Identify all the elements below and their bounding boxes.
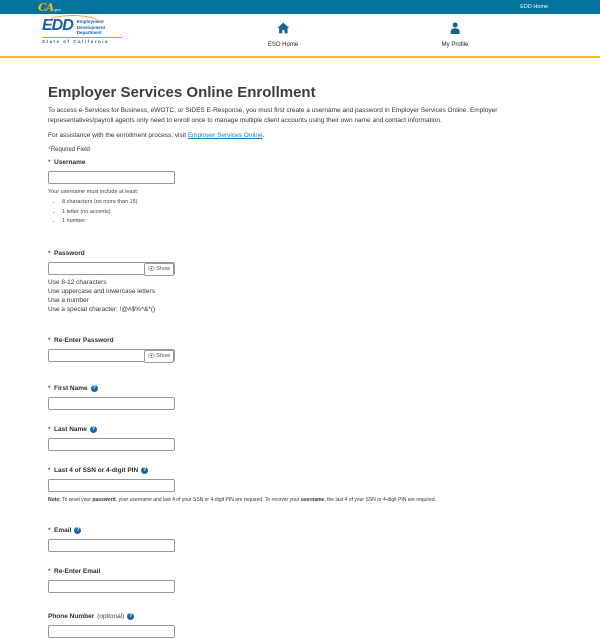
page-title: Employer Services Online Enrollment [48,84,316,101]
help-icon[interactable]: ? [92,385,96,391]
edd-logo[interactable] [42,18,122,44]
email-field-group [48,527,552,552]
reenter-email-input[interactable] [48,580,175,593]
required-asterisk: * [48,147,51,153]
nav-my-profile-label: My Profile [441,42,469,48]
eye-icon [148,353,155,360]
ca-gov-logo-ca: CA [38,0,54,14]
ssn-pin-note-bold: Note: [48,496,61,503]
ssn-pin-label-text: Last 4 of SSN or 4-digit PIN [54,466,139,474]
password-show-label: Show [156,266,170,272]
edd-home-link[interactable]: EDD Home [520,4,548,10]
password-rule: Use a special character: !@#$%^&*() [48,305,156,313]
ssn-pin-input[interactable] [48,479,175,492]
home-icon [277,21,290,39]
password-rule: Use uppercase and lowercase letters [48,287,155,295]
assistance-prefix: For assistance with the enrollment process, visit [48,132,188,139]
required-asterisk: * [48,336,51,344]
reenter-password-show-label: Show [156,353,170,359]
required-asterisk: * [48,159,51,166]
required-asterisk: * [48,384,51,392]
password-label-text: Password [54,249,85,257]
email-label [48,527,552,535]
required-asterisk: * [48,249,51,257]
username-hint-item: • 1 letter (no accents) [62,208,552,218]
reenter-password-show-button[interactable] [144,350,174,363]
password-rule: Use 8-12 characters [48,278,107,286]
email-input[interactable] [48,539,175,552]
username-hint-item: • 8 characters (no more than 15) [62,198,552,208]
ca-gov-logo[interactable] [38,2,61,13]
phone-input[interactable] [48,625,175,638]
edd-logo-acronym: EDD [42,17,73,34]
password-label [48,250,552,258]
ca-gov-logo-gov: gov [54,6,61,12]
edd-logo-state: State of California [42,37,122,44]
last-name-field-group [48,426,552,451]
password-field-group [48,250,552,314]
top-utility-bar [0,0,600,14]
help-icon[interactable]: ? [143,467,147,473]
help-icon[interactable]: ? [129,613,133,619]
help-icon[interactable]: ? [91,426,96,432]
assistance-suffix: . [262,132,265,139]
employer-services-online-link[interactable]: Employer Services Online [187,132,263,139]
nav-eso-home-label: ESO Home [267,42,299,48]
last-name-label-text: Last Name [54,425,87,433]
main-navbar [0,14,600,56]
reenter-password-field-group [48,337,552,362]
reenter-email-field-group [48,568,552,593]
main-content [0,84,600,638]
first-name-label [48,385,552,393]
first-name-input[interactable] [48,397,175,410]
phone-field-group [48,613,552,638]
eye-icon [148,266,155,273]
required-asterisk: * [48,466,51,474]
username-hint-item: • 1 number [62,217,552,227]
required-asterisk: * [48,526,51,534]
edd-logo-dept-line2: Development [76,24,106,30]
password-show-button[interactable] [144,263,174,276]
ssn-pin-note-bold: username [300,496,325,503]
username-label [48,159,552,167]
phone-optional-text: (optional) [97,612,125,620]
password-rule: Use a number [48,296,89,304]
ssn-pin-note-bold: password [92,496,116,503]
edd-logo-dept-line3: Department [76,30,102,35]
reenter-email-label [48,568,552,576]
required-field-note [48,147,552,153]
assistance-text [48,132,552,139]
phone-label-text: Phone Number [48,612,95,620]
username-label-text: Username [54,159,86,166]
required-asterisk: * [48,425,51,433]
gold-divider [0,56,600,58]
email-label-text: Email [54,526,72,534]
reenter-password-label-text: Re-Enter Password [54,336,114,344]
required-asterisk: * [48,567,51,575]
intro-text: To access e-Services for Business, eWOTC, or SIDES E-Response, you must first create a username and password in Employer Services Online. Employer representatives/payroll agents only need to enroll once to manage multiple client accounts using their own name and contact information. [48,107,498,124]
username-hint-list [62,198,552,227]
person-icon [449,21,460,39]
reenter-password-label [48,337,552,345]
help-icon[interactable]: ? [76,527,80,533]
first-name-field-group [48,385,552,410]
username-hint-title: Your username must include at least: [48,189,139,195]
username-field-group [48,159,552,227]
first-name-label-text: First Name [54,384,88,392]
last-name-label [48,426,552,434]
nav-my-profile[interactable] [442,21,469,48]
required-field-note-text: Required Field [50,147,90,153]
ssn-pin-note: Note: To reset your password, your username and last 4 of your SSN or 4-digit PIN are required. To recover your username, the last 4 of your SSN or 4-digit PIN are required. [48,496,437,503]
phone-label [48,613,552,621]
username-input[interactable] [48,171,175,184]
password-rules [48,278,552,314]
nav-eso-home[interactable] [268,21,298,48]
edd-logo-dept-line1: Employment [76,19,104,24]
ssn-pin-field-group [48,467,552,504]
reenter-email-label-text: Re-Enter Email [54,567,101,575]
last-name-input[interactable] [48,438,175,451]
ssn-pin-label [48,467,552,475]
